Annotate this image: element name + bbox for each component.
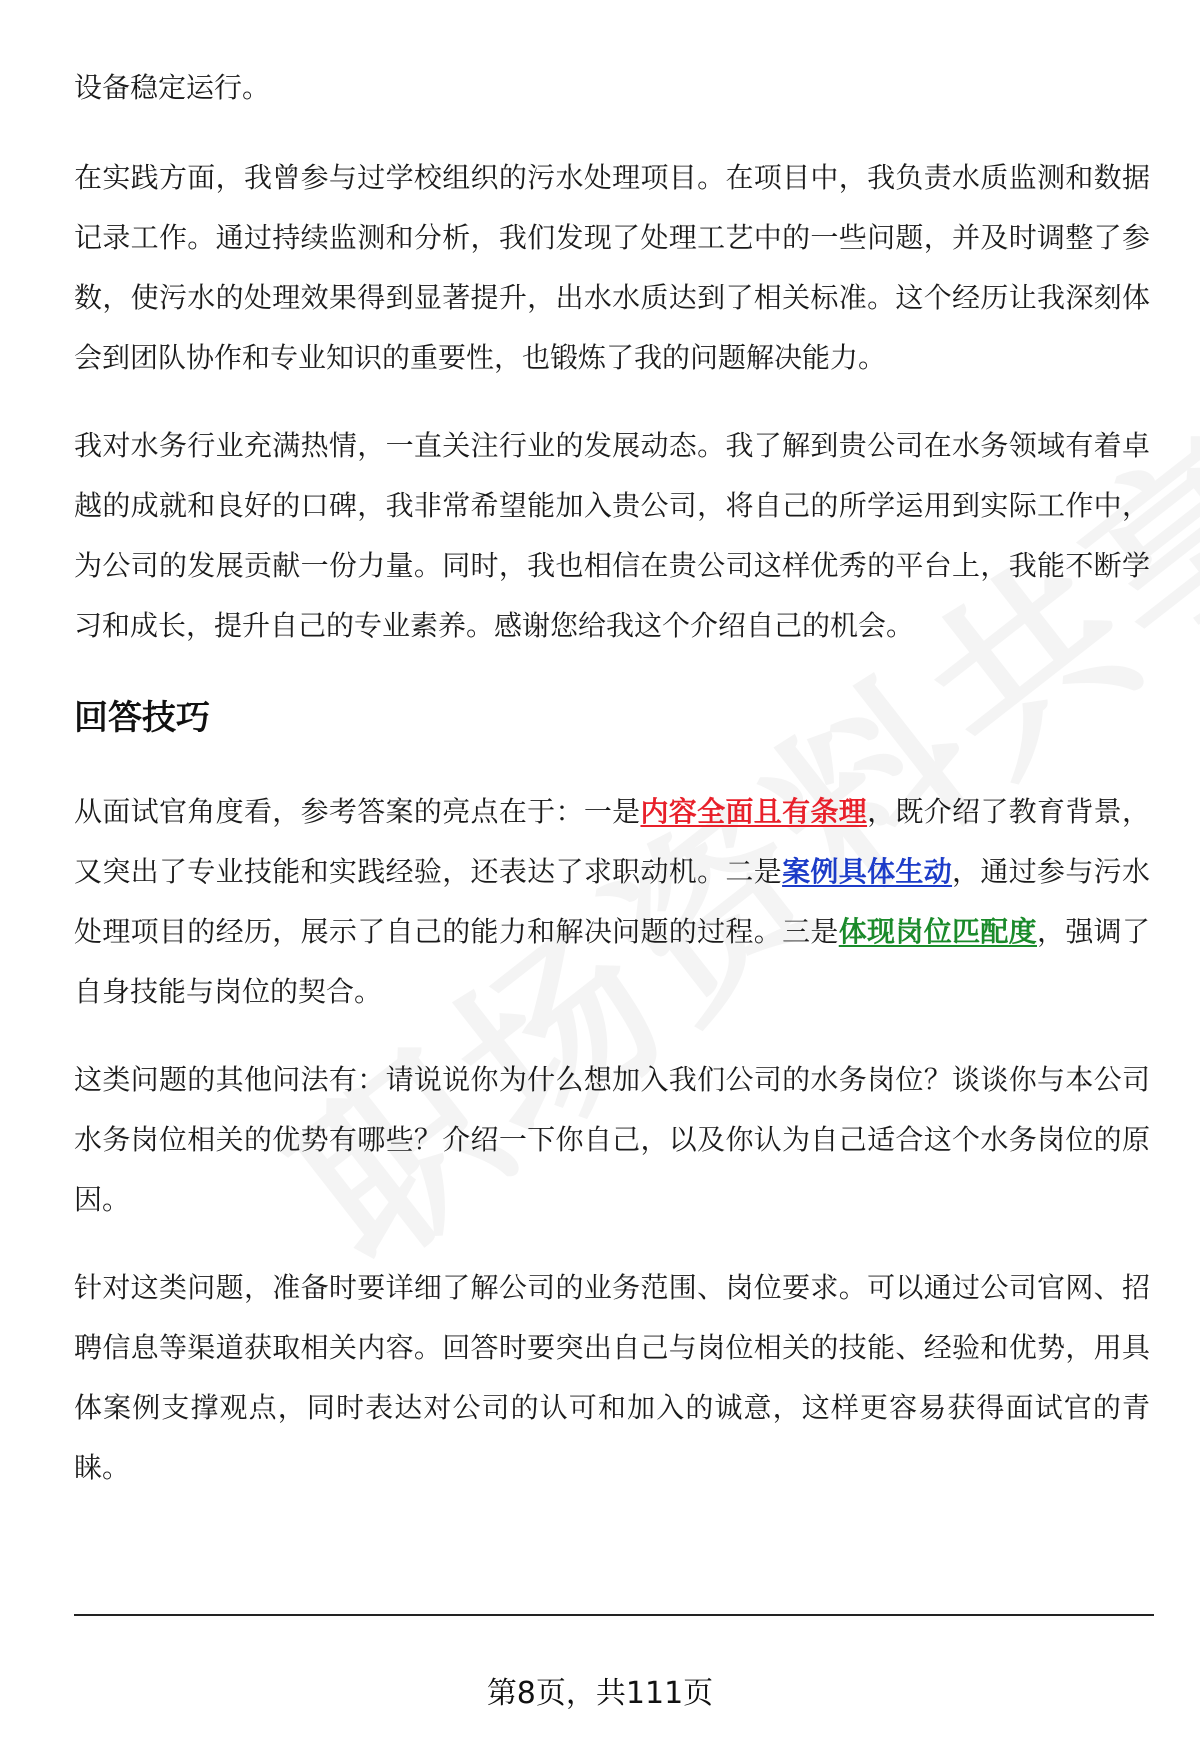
section-heading-answer-tips: 回答技巧 <box>74 698 210 738</box>
highlight-specific-case: 案例具体生动 <box>782 855 953 888</box>
paragraph-other-questions: 这类问题的其他问法有：请说说你为什么想加入我们公司的水务岗位？谈谈你与本公司水务岗位相关的优势有哪些？介绍一下你自己，以及你认为自己适合这个水务岗位的原因。 <box>74 1063 1150 1216</box>
paragraph-preparation-advice: 针对这类问题，准备时要详细了解公司的业务范围、岗位要求。可以通过公司官网、招聘信息等渠道获取相关内容。回答时要突出自己与岗位相关的技能、经验和优势，用具体案例支撑观点，同时表达对公司的认可和加入的诚意，这样更容易获得面试官的青睐。 <box>74 1271 1150 1484</box>
footer-divider <box>74 1614 1154 1616</box>
tips-text-part3: ，通过参与污水处理项目的经历，展示了自己的能力和解决问题的过程。三是 <box>74 855 1150 948</box>
paragraph-interviewer-perspective <box>74 782 1150 1022</box>
paragraph-continuation: 设备稳定运行。 <box>74 71 271 104</box>
tips-text-part2: ，既介绍了教育背景，又突出了专业技能和实践经验，还表达了求职动机。二是 <box>74 795 1150 888</box>
document-body <box>74 58 1150 1526</box>
paragraph-motivation: 我对水务行业充满热情，一直关注行业的发展动态。我了解到贵公司在水务领域有着卓越的成就和良好的口碑，我非常希望能加入贵公司，将自己的所学运用到实际工作中，为公司的发展贡献一份力量。同时，我也相信在贵公司这样优秀的平台上，我能不断学习和成长，提升自己的专业素养。感谢您给我这个介绍自己的机会。 <box>74 429 1150 642</box>
page-number: 第8页，共111页 <box>486 1676 714 1711</box>
tips-text-part1: 从面试官角度看，参考答案的亮点在于：一是 <box>74 795 641 828</box>
paragraph-practice-experience: 在实践方面，我曾参与过学校组织的污水处理项目。在项目中，我负责水质监测和数据记录工作。通过持续监测和分析，我们发现了处理工艺中的一些问题，并及时调整了参数，使污水的处理效果得到显著提升，出水水质达到了相关标准。这个经历让我深刻体会到团队协作和专业知识的重要性，也锻炼了我的问题解决能力。 <box>74 161 1150 374</box>
highlight-comprehensive: 内容全面且有条理 <box>640 795 868 828</box>
highlight-job-match: 体现岗位匹配度 <box>838 915 1037 948</box>
tips-text-part4: ，强调了自身技能与岗位的契合。 <box>74 915 1150 1008</box>
